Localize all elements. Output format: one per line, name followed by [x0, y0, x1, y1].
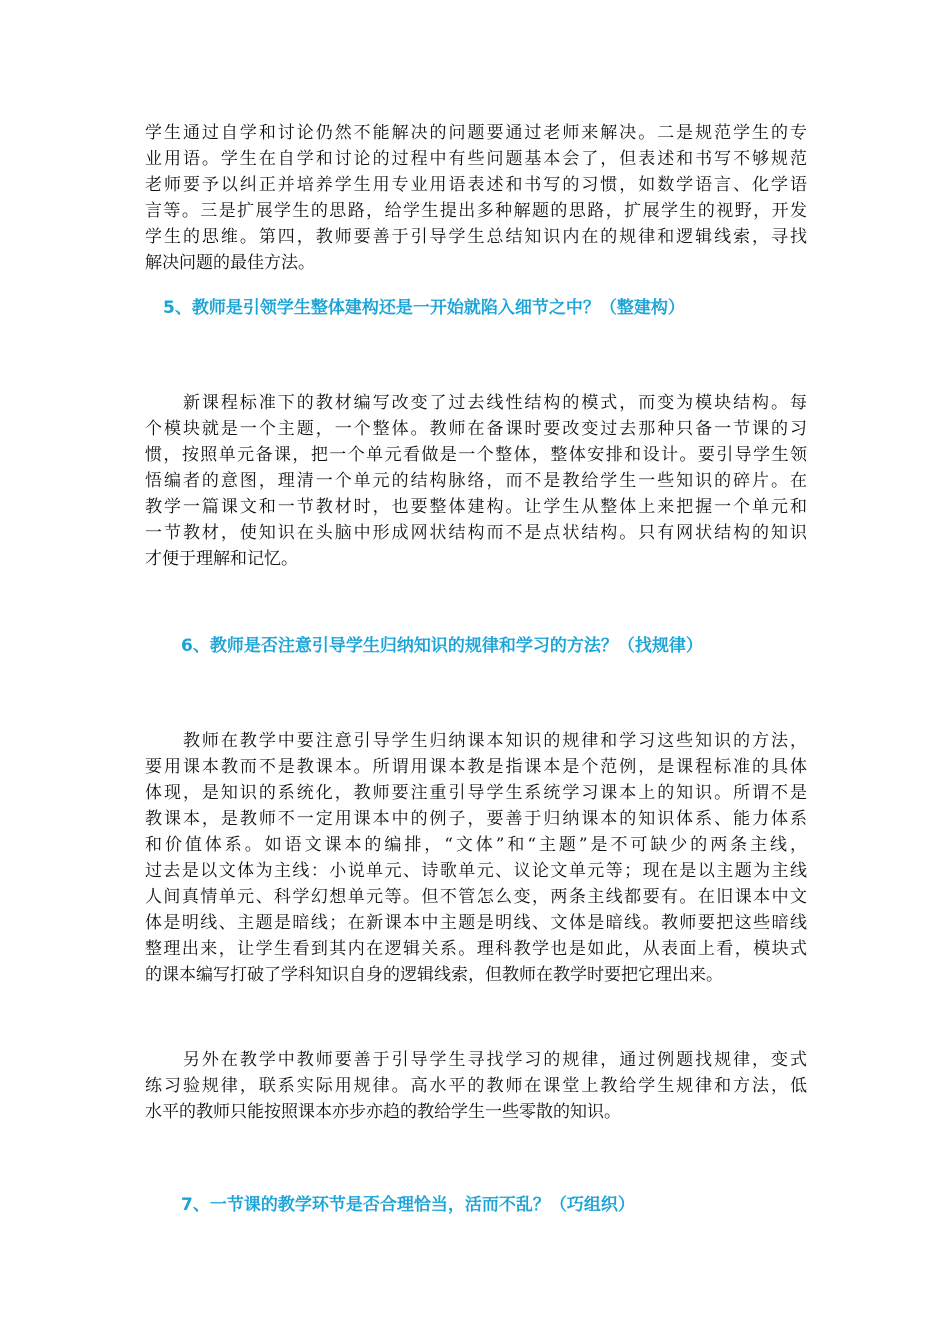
text-line: 要用课本教而不是教课本。所谓用课本教是指课本是个范例，是课程标准的具体 [145, 757, 807, 777]
text-line: 解决问题的最佳方法。 [145, 253, 315, 273]
text-line: 人间真情单元、科学幻想单元等。但不管怎么变，两条主线都要有。在旧课本中文 [145, 887, 807, 907]
text-line: 一节教材，使知识在头脑中形成网状结构而不是点状结构。只有网状结构的知识 [145, 523, 807, 543]
section-heading-6: 6、教师是否注意引导学生归纳知识的规律和学习的方法？（找规律） [181, 636, 703, 656]
text-line: 个模块就是一个主题，一个整体。教师在备课时要改变过去那种只备一节课的习 [145, 419, 807, 439]
paragraph-section-6b [145, 1047, 807, 1125]
text-line: 教课本，是教师不一定用课本中的例子，要善于归纳课本的知识体系、能力体系 [145, 809, 807, 829]
text-line: 体现，是知识的系统化，教师要注重引导学生系统学习课本上的知识。所谓不是 [145, 783, 807, 803]
text-line: 学生的思维。第四，教师要善于引导学生总结知识内在的规律和逻辑线索，寻找 [145, 227, 807, 247]
text-line: 教师在教学中要注意引导学生归纳课本知识的规律和学习这些知识的方法， [145, 731, 807, 751]
text-line: 和价值体系。如语文课本的编排，“文体”和“主题”是不可缺少的两条主线， [145, 835, 807, 855]
text-line: 老师要予以纠正并培养学生用专业用语表述和书写的习惯，如数学语言、化学语 [145, 175, 807, 195]
paragraph-intro [145, 120, 807, 276]
section-heading-5: 5、教师是引领学生整体建构还是一开始就陷入细节之中？（整建构） [163, 298, 685, 318]
paragraph-section-6a [145, 728, 807, 988]
text-line: 教学一篇课文和一节教材时，也要整体建构。让学生从整体上来把握一个单元和 [145, 497, 807, 517]
text-line: 惯，按照单元备课，把一个单元看做是一个整体，整体安排和设计。要引导学生领 [145, 445, 807, 465]
text-line: 体是明线、主题是暗线；在新课本中主题是明线、文体是暗线。教师要把这些暗线 [145, 913, 807, 933]
text-line: 学生通过自学和讨论仍然不能解决的问题要通过老师来解决。二是规范学生的专 [145, 123, 807, 143]
paragraph-section-5 [145, 390, 807, 572]
text-line: 业用语。学生在自学和讨论的过程中有些问题基本会了，但表述和书写不够规范 [145, 149, 807, 169]
text-line: 的课本编写打破了学科知识自身的逻辑线索，但教师在教学时要把它理出来。 [145, 965, 723, 985]
section-heading-7: 7、一节课的教学环节是否合理恰当，活而不乱？（巧组织） [181, 1195, 635, 1215]
text-line: 悟编者的意图，理清一个单元的结构脉络，而不是教给学生一些知识的碎片。在 [145, 471, 807, 491]
text-line: 新课程标准下的教材编写改变了过去线性结构的模式，而变为模块结构。每 [145, 393, 807, 413]
text-line: 言等。三是扩展学生的思路，给学生提出多种解题的思路，扩展学生的视野，开发 [145, 201, 807, 221]
text-line: 练习验规律，联系实际用规律。高水平的教师在课堂上教给学生规律和方法，低 [145, 1076, 807, 1096]
text-line: 才便于理解和记忆。 [145, 549, 298, 569]
text-line: 另外在教学中教师要善于引导学生寻找学习的规律，通过例题找规律，变式 [145, 1050, 807, 1070]
text-line: 水平的教师只能按照课本亦步亦趋的教给学生一些零散的知识。 [145, 1102, 621, 1122]
text-line: 整理出来，让学生看到其内在逻辑关系。理科教学也是如此，从表面上看，模块式 [145, 939, 807, 959]
text-line: 过去是以文体为主线：小说单元、诗歌单元、议论文单元等；现在是以主题为主线 [145, 861, 807, 881]
